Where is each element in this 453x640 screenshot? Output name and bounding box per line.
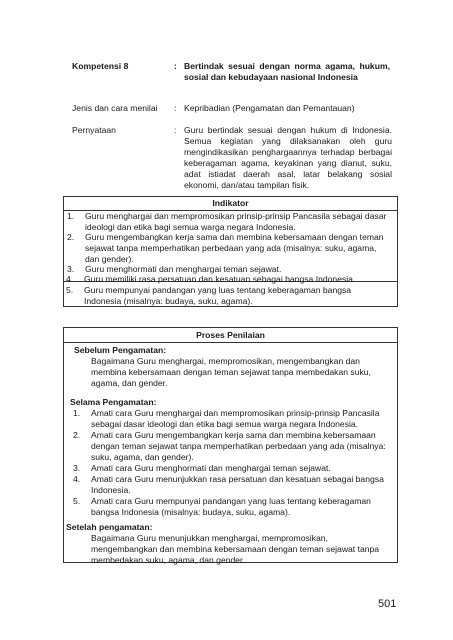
pernyataan-value: Guru bertindak sesuai dengan hukum di Indonesia. Semua kegiatan yang dilaksanakan oleh guru mengindikasikan penghargaannya terhadap berbagai keberagaman agama, keyakinan yang dianut, suku, adat istiadat daerah asal, latar belakang sosial ekonomi, dan/atau tampilan fisik. [184, 125, 392, 190]
indikator-item [67, 211, 387, 233]
indikator-item [67, 232, 387, 265]
selama-item-number: 1. [73, 408, 81, 418]
selama-item-text: Amati cara Guru menunjukkan rasa persatuan dan kesatuan sebagai bangsa Indonesia. [91, 474, 384, 495]
selama-item [73, 430, 395, 463]
jenis-label: Jenis dan cara menilai [72, 103, 158, 113]
selama-item-number: 4. [73, 474, 81, 484]
selama-item-text: Amati cara Guru mengembangkan kerja sama dan membina kebersamaan dengan teman sejawat tanpa memperhatikan perbedaan yang ada (misalnya: suku, agama, dan gender). [91, 430, 386, 462]
indikator-item-number: 2. [67, 232, 75, 242]
jenis-colon: : [174, 103, 177, 113]
selama-item-text: Amati cara Guru mempunyai pandangan yang luas tentang keberagaman bangsa Indonesia (misalnya: budaya, suku, agama). [91, 496, 371, 517]
kompetensi-label: Kompetensi 8 [72, 61, 129, 71]
indikator-item-number: 5. [66, 285, 74, 295]
proses-title: Proses Penilaian [196, 330, 265, 340]
indikator-item-text: Guru memiliki rasa persatuan dan kesatuan sebagai bangsa Indonesia. [84, 274, 356, 284]
jenis-value: Kepribadian (Pengamatan dan Pemantauan) [184, 103, 355, 113]
selama-title: Selama Pengamatan: [70, 397, 157, 407]
setelah-text: Bagaimana Guru menunjukkan menghargai, mempromosikan, mengembangkan dan membina kebersamaan dengan teman sejawat tanpa membedakan suku, agama, dan gender. [91, 533, 380, 565]
selama-item-text: Amati cara Guru menghormati dan menghargai teman sejawat. [91, 463, 331, 473]
selama-item [73, 408, 395, 430]
pernyataan-label: Pernyataan [72, 125, 116, 135]
indikator-title: Indikator [212, 198, 249, 208]
sebelum-title: Sebelum Pengamatan: [74, 345, 167, 355]
kompetensi-value: Bertindak sesuai dengan norma agama, hukum, sosial dan kebudayaan nasional Indonesia [184, 61, 390, 82]
sebelum-text: Bagaimana Guru menghargai, mempromosikan, mengembangkan dan membina kebersamaan dengan teman sejawat tanpa membedakan suku, agama, dan gender. [91, 356, 371, 388]
selama-item-number: 3. [73, 463, 81, 473]
indikator-item-text: Guru menghargai dan mempromosikan prinsip-prinsip Pancasila sebagai dasar ideologi dan etika bagi semua warga negara Indonesia. [85, 211, 387, 232]
page-number: 501 [378, 598, 397, 610]
indikator-item-number: 1. [67, 211, 75, 221]
pernyataan-colon: : [174, 125, 177, 135]
indikator-box-bottom [63, 282, 398, 307]
selama-item-number: 5. [73, 496, 81, 506]
indikator-item-text: Guru menghormati dan menghargai teman sejawat. [85, 264, 282, 274]
setelah-title: Setelah pengamatan: [66, 522, 153, 532]
selama-item-number: 2. [73, 430, 81, 440]
indikator-item-number: 4. [66, 274, 74, 284]
kompetensi-colon: : [174, 61, 177, 71]
selama-item [73, 463, 395, 474]
indikator-item-number: 3. [67, 264, 75, 274]
selama-item [73, 474, 395, 496]
selama-item [73, 496, 395, 518]
indikator-box [63, 196, 398, 282]
indikator-item-text: Guru mengembangkan kerja sama dan membina kebersamaan dengan teman sejawat tanpa memperhatikan perbedaan yang ada (misalnya: suku, agama, dan gender). [85, 232, 384, 264]
indikator-item-text: Guru mempunyai pandangan yang luas tentang keberagaman bangsa Indonesia (misalnya: budaya, suku, agama). [84, 285, 352, 306]
selama-item-text: Amati cara Guru menghargai dan mempromosikan prinsip-prinsip Pancasila sebagai dasar ideologi dan etika bagi semua warga negara Indonesia. [91, 408, 380, 429]
proses-box [63, 327, 398, 563]
